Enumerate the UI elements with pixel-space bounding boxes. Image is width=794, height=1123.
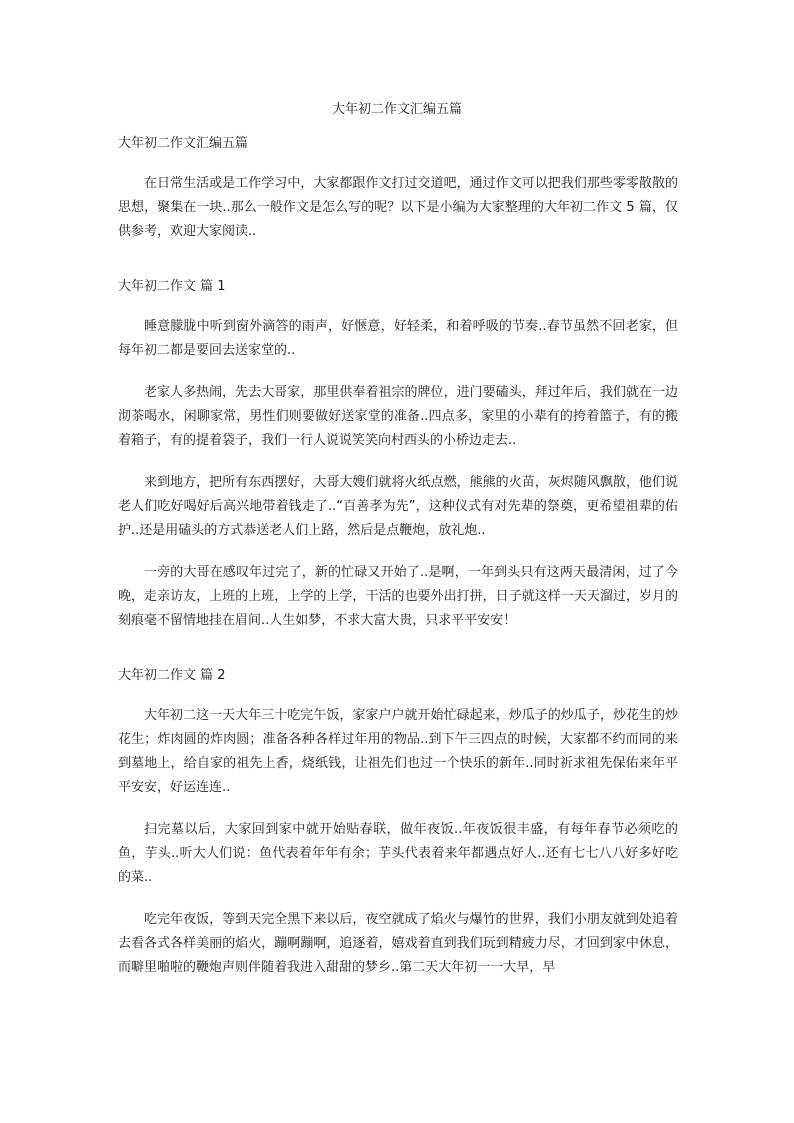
document-body [118,135,678,980]
section-heading-1: 大年初二作文 篇 1 [118,279,226,294]
document-subtitle: 大年初二作文汇编五篇 [118,136,249,151]
section-1-paragraph-3: 来到地方，把所有东西摆好，大哥大嫂们就将火纸点燃，熊熊的火苗，灰烬随风飘散，他们说老人们吃好喝好后高兴地带着钱走了..“百善孝为先”，这种仪式有对先辈的祭奠，更希望祖辈的佑护..还是用磕头的方式恭送老人们上路，然后是点鞭炮，放礼炮.. [118,475,678,538]
intro-paragraph: 在日常生活或是工作学习中，大家都跟作文打过交道吧，通过作文可以把我们那些零零散散的思想，聚集在一块..那么一般作文是怎么写的呢？以下是小编为大家整理的大年初二作文 5 篇，仅供参考，欢迎大家阅读.. [118,176,678,239]
section-2-paragraph-1: 大年初二这一天大年三十吃完午饭，家家户户就开始忙碌起来，炒瓜子的炒瓜子，炒花生的炒花生；炸肉圆的炸肉圆；准备各种各样过年用的物品..到下午三四点的时候，大家都不约而同的来到墓地上，给自家的祖先上香，烧纸钱，让祖先们也过一个快乐的新年..同时祈求祖先保佑来年平平安安，好运连连.. [118,708,678,795]
section-1-paragraph-1: 睡意朦胧中听到窗外滴答的雨声，好惬意，好轻柔，和着呼吸的节奏..春节虽然不回老家，但每年初二都是要回去送家堂的.. [118,319,678,358]
section-2-paragraph-3: 吃完年夜饭，等到天完全黑下来以后，夜空就成了焰火与爆竹的世界，我们小朋友就到处追着去看各式各样美丽的焰火，蹦啊蹦啊，追逐着，嬉戏着直到我们玩到精疲力尽，才回到家中休息，而噼里啪啦的鞭炮声则伴随着我进入甜甜的梦乡..第二天大年初一一大早，早 [118,912,678,975]
section-1-paragraph-2: 老家人多热闹，先去大哥家，那里供奉着祖宗的牌位，进门要磕头，拜过年后，我们就在一边沏茶喝水，闲聊家常，男性们则要做好送家堂的准备..四点多，家里的小辈有的挎着篮子，有的搬着箱子，有的提着袋子，我们一行人说说笑笑向村西头的小桥边走去.. [118,385,678,448]
section-1-paragraph-4: 一旁的大哥在感叹年过完了，新的忙碌又开始了..是啊，一年到头只有这两天最清闲，过了今晚，走亲访友，上班的上班，上学的上学，干活的也要外出打拼，日子就这样一天天溜过，岁月的刻痕毫不留情地挂在眉间..人生如梦，不求大富大贵，只求平平安安！ [118,565,678,628]
section-heading-2: 大年初二作文 篇 2 [118,668,226,683]
document-title: 大年初二作文汇编五篇 [331,102,462,117]
section-2-paragraph-2: 扫完墓以后，大家回到家中就开始贴春联，做年夜饭..年夜饭很丰盛，有每年春节必须吃的鱼，芋头..听大人们说：鱼代表着年年有余；芋头代表着来年都遇点好人..还有七七八八好多好吃的菜.. [118,822,678,885]
